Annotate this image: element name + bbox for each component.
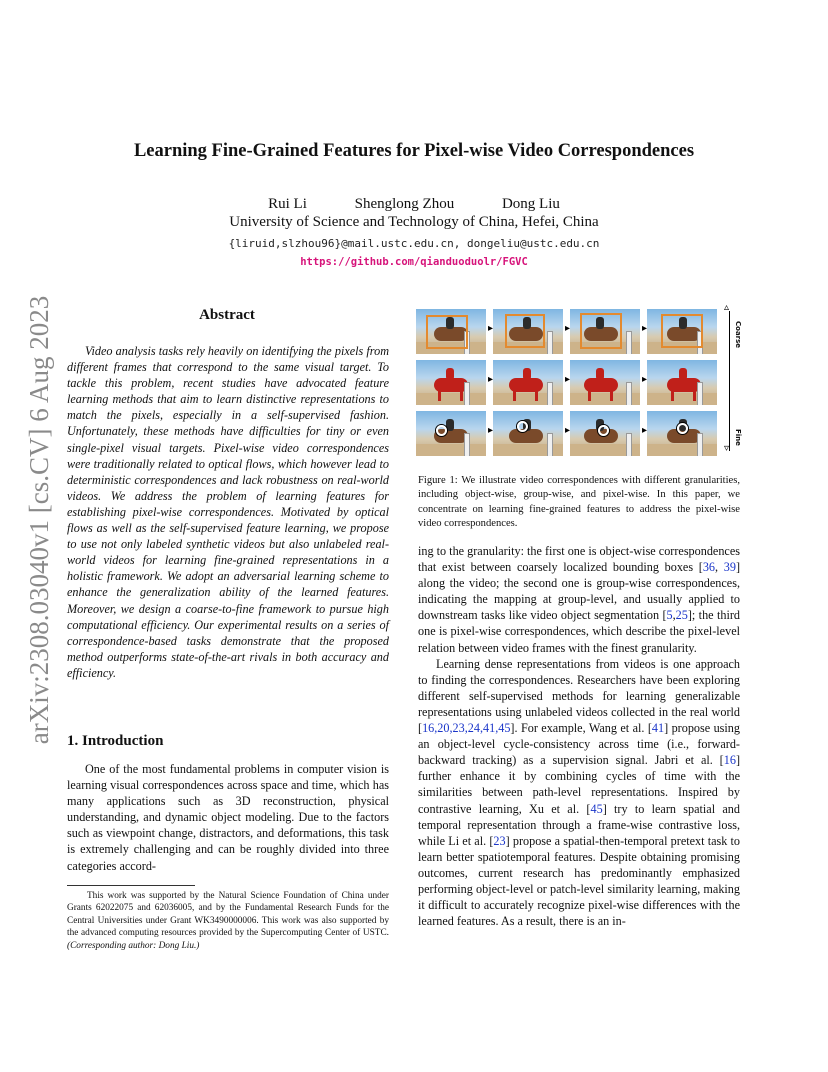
arrow-icon: ▸ (565, 323, 571, 334)
frame-image (570, 360, 640, 405)
citation-link[interactable]: 16,20,23,24,41,45 (422, 721, 511, 736)
citation-link[interactable]: 23 (493, 833, 506, 848)
paragraph: Learning dense representations from videos is one approach to finding the correspondences. Researchers have been exploring different self-supervised methods for learning generalizable representations using unlabeled videos collected in the real world [16,20,23,24,41,45]. For example, Wang et al. [41] propose using an object-level cycle-consistency across time (i.e., forward-backward tracking) as a supervision signal. Jabri et al. [16] further enhance it by combining cycles of time with the similarities between path-level representations. Inspired by contrastive learning, Xu et al. [45] try to learn spatial and temporal representation through a frame-wise contrastive loss, while Li et al. [23] propose a spatial-then-temporal pretext task to learn better spatiotemporal features. Despite obtaining promising outcomes, current research has predominantly emphasized performing object-level or patch-level similarity learning, making it difficult to accurately recognize pixel-wise differences with the learned features. As a result, there is an in- (418, 656, 741, 929)
arrow-icon: ▸ (488, 374, 494, 385)
paper-title: Learning Fine-Grained Features for Pixel-wise Video Correspondences (133, 141, 695, 161)
figure-caption: Figure 1: We illustrate video correspondences with different granularities, including object-wise, group-wise, and pixel-wise. In this paper, we concentrate on learning fine-grained features to address the pixel-wise video correspondences. (418, 475, 740, 530)
author-name: Rui Li (268, 196, 307, 212)
author-name: Dong Liu (501, 196, 560, 212)
frame-image (570, 411, 640, 456)
arrow-down-icon: ▿ (724, 443, 730, 454)
frame-image (647, 411, 717, 456)
repo-link[interactable]: https://github.com/qianduoduolr/FGVC (300, 256, 528, 268)
frame-image (647, 360, 717, 405)
citation-link[interactable]: 45 (590, 801, 603, 816)
frame-image (493, 309, 563, 354)
citation-link[interactable]: 5 (666, 608, 673, 623)
frame-image (416, 309, 486, 354)
citation-link[interactable]: 25 (675, 608, 688, 623)
arrow-icon: ▸ (642, 323, 648, 334)
citation-link[interactable]: 41 (651, 721, 665, 736)
footnote-author-note: (Corresponding author: Dong Liu.) (67, 940, 200, 951)
arrow-icon: ▸ (565, 374, 571, 385)
paragraph: ing to the granularity: the first one is object-wise correspondences that exist between coarsely localized bounding boxes [36, 39] along the video; the second one is group-wise correspondences, indicating the mapping at group-level, and usually applied to downstream tasks like video object segmentation [5,25]; the third one is pixel-wise correspondences, which describe the pixel-level relation between video frames with the finest granularity. (418, 544, 740, 655)
intro-text: One of the most fundamental problems in computer vision is learning visual correspondences across space and time, which has many applications such as 3D reconstruction, physical understanding, and dynamic object modeling. Due to the factors such as viewpoint change, distractors, and deformations, this task is extremely challenging and can be roughly divided into three categories accord- (67, 762, 389, 873)
abstract-text: Video analysis tasks rely heavily on identifying the pixels from different frames that correspond to the same visual target. To tackle this problem, recent studies have advocated feature learning methods that aim to learn distinctive representations to match the pixels, especially in a self-supervised fashion. Unfortunately, these methods have difficulties for tiny or even single-pixel visual targets. Pixel-wise video correspondences were traditionally related to optical flows, which however lead to deterministic correspondences and lack robustness on real-world videos. We address the problem of learning features for establishing pixel-wise correspondences. Motivated by optical flows as well as the self-supervised feature learning, we propose to use not only labeled synthetic videos but also unlabeled real-world videos for learning fine-grained representations in a holistic framework. We adopt an adversarial learning scheme to enhance the generalization ability of the learned features. Moreover, we design a coarse-to-fine framework to pursue high computational efficiency. Our experimental results on a series of correspondence-based tasks demonstrate that the proposed method outperforms state-of-the-art rivals in both accuracy and efficiency. (67, 344, 389, 680)
author-name: Shenglong Zhou (354, 196, 455, 212)
frame-image (570, 309, 640, 354)
author-emails: {liruid,slzhou96}@mail.ustc.edu.cn, dongeliu@ustc.edu.cn (228, 237, 600, 250)
intro-heading: 1. Introduction (67, 733, 164, 749)
frame-image (416, 360, 486, 405)
arrow-icon: ▸ (565, 425, 571, 436)
frame-image (647, 309, 717, 354)
fine-label: Fine (734, 429, 742, 446)
frame-image (416, 411, 486, 456)
arrow-icon: ▸ (488, 323, 494, 334)
column-2-text (418, 543, 740, 929)
citation-link[interactable]: 39 (723, 560, 736, 575)
frame-image (493, 411, 563, 456)
author-list (0, 196, 828, 213)
arrow-up-icon: ▵ (724, 302, 730, 313)
footnote-rule (67, 885, 195, 886)
granularity-axis (729, 311, 730, 451)
citation-link[interactable]: 36 (702, 560, 716, 575)
footnote-text: This work was supported by the Natural Science Foundation of China under Grants 62022075 and 62036005, and by the Fundamental Research Funds for the Central Universities under Grant WK3490000006. This work was also supported by the advanced computing resources provided by the Supercomputing Center of USTC. (67, 891, 389, 939)
arxiv-identifier: arXiv:2308.03040v1 [cs.CV] 6 Aug 2023 (24, 295, 54, 745)
citation-link[interactable]: 16 (723, 753, 736, 768)
affiliation: University of Science and Technology of China, Hefei, China (229, 214, 599, 230)
footnote (67, 890, 389, 952)
frame-image (493, 360, 563, 405)
arrow-icon: ▸ (488, 425, 494, 436)
arrow-icon: ▸ (642, 374, 648, 385)
figure-1 (416, 302, 742, 455)
coarse-label: Coarse (734, 321, 742, 349)
abstract-heading: Abstract (199, 307, 255, 323)
arrow-icon: ▸ (642, 425, 648, 436)
